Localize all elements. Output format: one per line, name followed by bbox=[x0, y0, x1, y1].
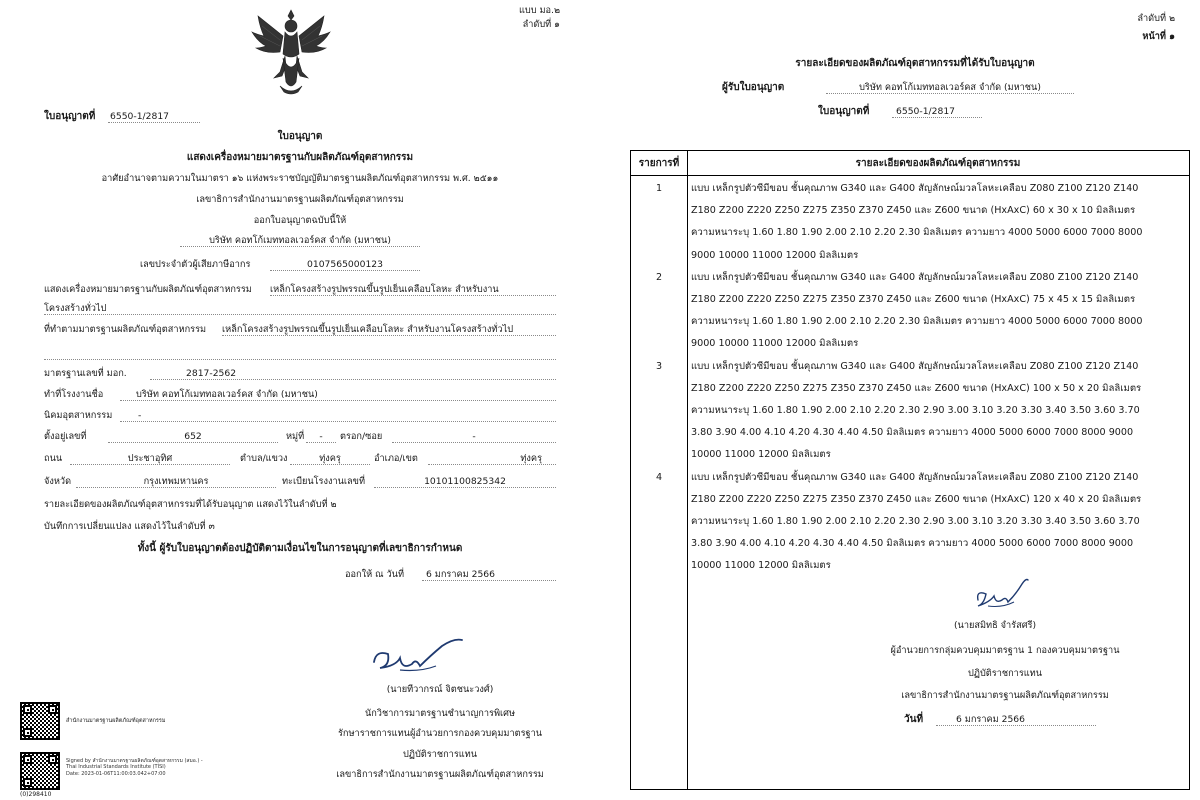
moo-label: หมู่ที่ bbox=[286, 431, 305, 442]
district-label: อำเภอ/เขต bbox=[374, 453, 418, 464]
province-value: กรุงเทพมหานคร bbox=[76, 476, 276, 488]
tax-id-label: เลขประจำตัวผู้เสียภาษีอากร bbox=[140, 259, 251, 270]
item-detail-line: ความหนาระบุ 1.60 1.80 1.90 2.00 2.10 2.20 2.30 มิลลิเมตร ความยาว 4000 5000 6000 7000 8000 bbox=[691, 316, 1143, 328]
product-line-2: โครงสร้างทั่วไป bbox=[44, 303, 556, 315]
form-code: แบบ มอ.๒ bbox=[518, 5, 560, 16]
license-page-2 bbox=[620, 0, 1200, 800]
page2-title: รายละเอียดของผลิตภัณฑ์อุตสาหกรรมที่ได้รับใบอนุญาต bbox=[795, 58, 1035, 69]
page2-date-label: วันที่ bbox=[904, 714, 924, 725]
signer-position-2: รักษาราชการแทนผู้อำนวยการกองควบคุมมาตรฐาน bbox=[337, 728, 543, 739]
item-detail-line: 10000 11000 12000 มิลลิเมตร bbox=[691, 560, 831, 572]
qr-caption-1: สำนักงานมาตรฐานผลิตภัณฑ์อุตสาหกรรม bbox=[66, 718, 166, 724]
authority-line: อาศัยอำนาจตามความในมาตรา ๑๖ แห่งพระราชบัญญัติมาตรฐานผลิตภัณฑ์อุตสาหกรรม พ.ศ. ๒๕๑๑ bbox=[101, 173, 499, 184]
page2-order: ลำดับที่ ๒ bbox=[1137, 13, 1175, 24]
province-label: จังหวัด bbox=[44, 476, 72, 487]
factory-reg-label: ทะเบียนโรงงานเลขที่ bbox=[282, 476, 366, 487]
signer-name: (นายทีวากรณ์ จิตชนะวงศ์) bbox=[386, 684, 494, 695]
issued-label: ออกให้ ณ วันที่ bbox=[345, 569, 405, 580]
garuda-emblem-icon bbox=[250, 6, 332, 98]
page2-license-no-label: ใบอนุญาตที่ bbox=[818, 106, 870, 117]
signer-position-3: ปฏิบัติราชการแทน bbox=[402, 749, 478, 760]
column-header-detail: รายละเอียดของผลิตภัณฑ์อุตสาหกรรม bbox=[855, 158, 1021, 169]
made-to-label: ที่ทำตามมาตรฐานผลิตภัณฑ์อุตสาหกรรม bbox=[44, 324, 207, 335]
item-number: 4 bbox=[655, 471, 663, 483]
page2-signer-position-3: เลขาธิการสำนักงานมาตรฐานผลิตภัณฑ์อุตสาหกรรม bbox=[901, 690, 1109, 701]
item-number: 3 bbox=[655, 360, 663, 372]
license-no-value: 6550-1/2817 bbox=[108, 111, 200, 123]
soi-label: ตรอก/ซอย bbox=[340, 431, 383, 442]
signer-position-1: นักวิชาการมาตรฐานชำนาญการพิเศษ bbox=[364, 708, 516, 719]
page2-signer-position-2: ปฏิบัติราชการแทน bbox=[967, 668, 1043, 679]
subdistrict-value: ทุ่งครุ bbox=[290, 453, 370, 465]
item-detail-line: Z180 Z200 Z220 Z250 Z275 Z350 Z370 Z450 และ Z600 ขนาด (HxAxC) 100 x 50 x 20 มิลลิเมตร bbox=[691, 382, 1142, 394]
page2-signer-name: (นายสมิทธิ จำรัสศรี) bbox=[953, 620, 1037, 631]
item-number: 1 bbox=[655, 183, 663, 194]
detail-note: รายละเอียดของผลิตภัณฑ์อุตสาหกรรมที่ได้รับอนุญาต แสดงไว้ในลำดับที่ ๒ bbox=[44, 499, 337, 510]
secretary-line: เลขาธิการสำนักงานมาตรฐานผลิตภัณฑ์อุตสาหกรรม bbox=[196, 194, 404, 205]
road-label: ถนน bbox=[44, 453, 63, 464]
doc-serial: (0)298410 bbox=[20, 791, 52, 798]
signature-image bbox=[370, 636, 470, 682]
item-detail-line: ความหนาระบุ 1.60 1.80 1.90 2.00 2.10 2.20 2.30 มิลลิเมตร ความยาว 4000 5000 6000 7000 8000 bbox=[691, 227, 1143, 239]
item-detail-line: ความหนาระบุ 1.60 1.80 1.90 2.00 2.10 2.20 2.30 2.90 3.00 3.10 3.20 3.30 3.40 3.50 3.60 3.70 bbox=[691, 405, 1140, 416]
doc-title: ใบอนุญาต bbox=[277, 131, 323, 142]
district-value: ทุ่งครุ bbox=[428, 453, 556, 465]
item-detail-line: แบบ เหล็กรูปตัวซีมีขอบ ชั้นคุณภาพ G340 และ G400 สัญลักษณ์มวลโลหะเคลือบ Z080 Z100 Z120 Z140 bbox=[691, 360, 1139, 372]
qr-code-signature-icon bbox=[20, 752, 60, 790]
change-note: บันทึกการเปลี่ยนแปลง แสดงไว้ในลำดับที่ ๓ bbox=[44, 521, 215, 532]
factory-name-value: บริษัท คอทโก้เมททอลเวอร์คส จำกัด (มหาชน) bbox=[120, 389, 556, 401]
page2-page-number: หน้าที่ ๑ bbox=[1142, 31, 1175, 42]
qr-code-icon bbox=[20, 702, 60, 740]
signer-position-4: เลขาธิการสำนักงานมาตรฐานผลิตภัณฑ์อุตสาหกรรม bbox=[336, 769, 544, 780]
license-no-label: ใบอนุญาตที่ bbox=[44, 111, 96, 122]
made-to-value: เหล็กโครงสร้างรูปพรรณขึ้นรูปเย็นเคลือบโลหะ สำหรับงานโครงสร้างทั่วไป bbox=[222, 324, 556, 336]
page2-signer-position-1: ผู้อำนวยการกลุ่มควบคุมมาตรฐาน 1 กองควบคุมมาตรฐาน bbox=[890, 645, 1120, 656]
item-detail-line: แบบ เหล็กรูปตัวซีมีขอบ ชั้นคุณภาพ G340 และ G400 สัญลักษณ์มวลโลหะเคลือบ Z080 Z100 Z120 Z140 bbox=[691, 471, 1139, 483]
road-value: ประชาอุทิศ bbox=[70, 453, 230, 465]
address-no-value: 652 bbox=[108, 431, 278, 443]
subdistrict-label: ตำบล/แขวง bbox=[240, 453, 288, 464]
factory-name-label: ทำที่โรงงานชื่อ bbox=[44, 389, 104, 400]
standard-no-value: 2817-2562 bbox=[150, 368, 556, 380]
item-number: 2 bbox=[655, 271, 663, 283]
qr-caption-2b: Thai Industrial Standards Institute (TISI) bbox=[66, 764, 166, 770]
item-detail-line: Z180 Z200 Z220 Z250 Z275 Z350 Z370 Z450 และ Z600 ขนาด (HxAxC) 75 x 45 x 15 มิลลิเมตร bbox=[691, 294, 1136, 305]
page2-date-value: 6 มกราคม 2566 bbox=[936, 714, 1096, 726]
licensee-value: บริษัท คอทโก้เมททอลเวอร์คส จำกัด (มหาชน) bbox=[826, 82, 1074, 94]
item-detail-line: Z180 Z200 Z220 Z250 Z275 Z350 Z370 Z450 และ Z600 ขนาด (HxAxC) 120 x 40 x 20 มิลลิเมตร bbox=[691, 493, 1142, 505]
item-detail-line: Z180 Z200 Z220 Z250 Z275 Z350 Z370 Z450 และ Z600 ขนาด (HxAxC) 60 x 30 x 10 มิลลิเมตร bbox=[691, 205, 1136, 217]
issue-line: ออกใบอนุญาตฉบับนี้ให้ bbox=[253, 215, 347, 226]
standard-no-label: มาตรฐานเลขที่ มอก. bbox=[44, 368, 127, 379]
item-detail-line: แบบ เหล็กรูปตัวซีมีขอบ ชั้นคุณภาพ G340 และ G400 สัญลักษณ์มวลโลหะเคลือบ Z080 Z100 Z120 Z140 bbox=[691, 271, 1139, 283]
tax-id-value: 0107565000123 bbox=[270, 259, 420, 271]
address-no-label: ตั้งอยู่เลขที่ bbox=[44, 431, 87, 442]
issued-date: 6 มกราคม 2566 bbox=[422, 569, 556, 581]
item-detail-line: 9000 10000 11000 12000 มิลลิเมตร bbox=[691, 338, 859, 350]
qr-caption-2a: Signed by สำนักงานมาตรฐานผลิตภัณฑ์อุตสาหกรรม (สมอ.) - bbox=[66, 758, 203, 764]
condition-text: ทั้งนี้ ผู้รับใบอนุญาตต้องปฏิบัติตามเงื่อนไขในการอนุญาตที่เลขาธิการกำหนด bbox=[137, 543, 463, 554]
signature-image-2 bbox=[972, 576, 1032, 612]
product-line-1: เหล็กโครงสร้างรูปพรรณขึ้นรูปเย็นเคลือบโลหะ สำหรับงาน bbox=[270, 284, 556, 296]
item-detail-line: แบบ เหล็กรูปตัวซีมีขอบ ชั้นคุณภาพ G340 และ G400 สัญลักษณ์มวลโลหะเคลือบ Z080 Z100 Z120 Z140 bbox=[691, 183, 1139, 194]
page-order: ลำดับที่ ๑ bbox=[522, 19, 560, 30]
mark-label: แสดงเครื่องหมายมาตรฐานกับผลิตภัณฑ์อุตสาหกรรม bbox=[44, 284, 252, 295]
item-detail-line: 3.80 3.90 4.00 4.10 4.20 4.30 4.40 4.50 มิลลิเมตร ความยาว 4000 5000 6000 7000 8000 9000 bbox=[691, 427, 1134, 439]
estate-label: นิคมอุตสาหกรรม bbox=[44, 410, 113, 421]
item-detail-line: 3.80 3.90 4.00 4.10 4.20 4.30 4.40 4.50 มิลลิเมตร ความยาว 4000 5000 6000 7000 8000 9000 bbox=[691, 538, 1134, 550]
moo-value: - bbox=[306, 431, 336, 443]
doc-subtitle: แสดงเครื่องหมายมาตรฐานกับผลิตภัณฑ์อุตสาหกรรม bbox=[186, 152, 414, 163]
estate-value: - bbox=[120, 410, 556, 422]
company-name: บริษัท คอทโก้เมททอลเวอร์คส จำกัด (มหาชน) bbox=[180, 235, 420, 247]
item-detail-line: 10000 11000 12000 มิลลิเมตร bbox=[691, 449, 831, 461]
qr-caption-2c: Date: 2023-01-06T11:00:03.042+07:00 bbox=[66, 771, 166, 777]
item-detail-line: ความหนาระบุ 1.60 1.80 1.90 2.00 2.10 2.20 2.30 2.90 3.00 3.10 3.20 3.30 3.40 3.50 3.60 3.70 bbox=[691, 516, 1140, 527]
column-header-item-no: รายการที่ bbox=[638, 158, 680, 169]
blank-line bbox=[44, 346, 556, 360]
item-detail-line: 9000 10000 11000 12000 มิลลิเมตร bbox=[691, 249, 859, 261]
soi-value: - bbox=[392, 431, 556, 443]
page2-license-no-value: 6550-1/2817 bbox=[892, 106, 982, 118]
factory-reg-value: 10101100825342 bbox=[374, 476, 556, 488]
licensee-label: ผู้รับใบอนุญาต bbox=[722, 82, 785, 93]
